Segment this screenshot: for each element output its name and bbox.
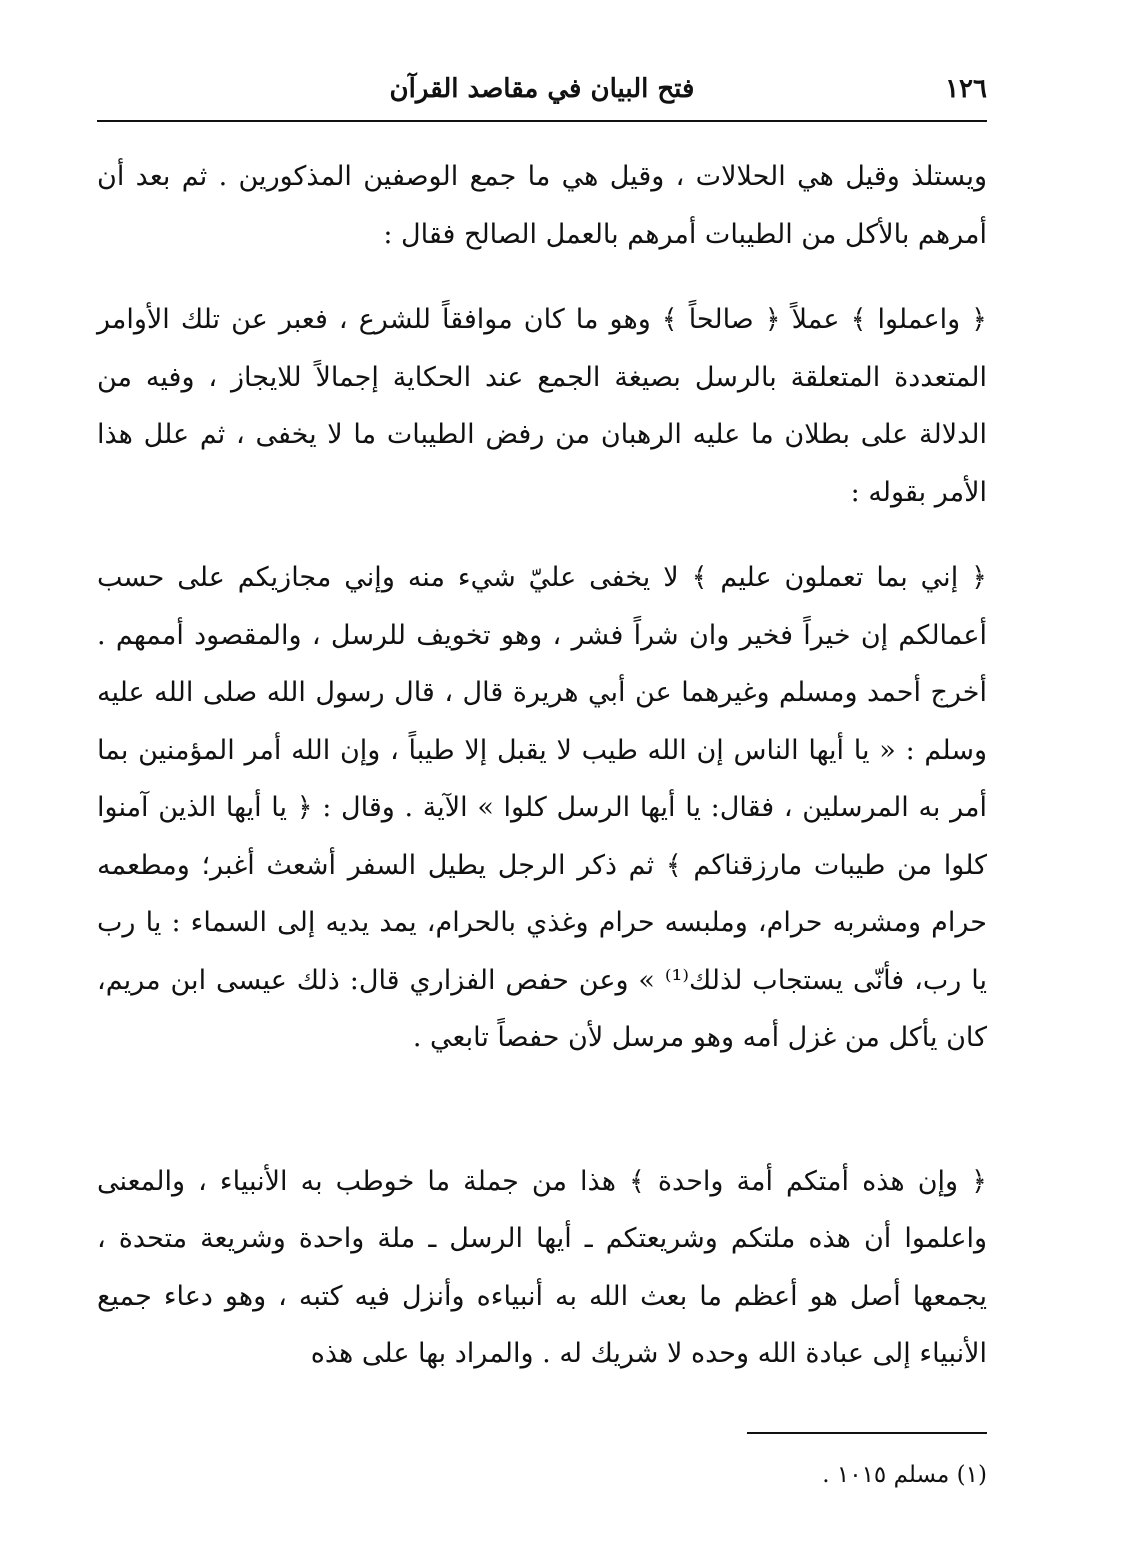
page-number: ١٢٦ [945, 74, 987, 104]
footnote: (١) مسلم ١٠١٥ . [822, 1462, 987, 1488]
paragraph-4: ﴿ وإن هذه أمتكم أمة واحدة ﴾ هذا من جملة ما خوطب به الأنبياء ، والمعنى واعلموا أن هذه ملتكم وشريعتكم ـ أيها الرسل ـ ملة واحدة وشريعة متحدة ، يجمعها أصل هو أعظم ما بعث الله به أنبياءه وأنزل فيه كتبه ، وهو دعاء جميع الأنبياء إلى عبادة الله وحده لا شريك له . والمراد بها على هذه [97, 1165, 987, 1369]
paragraph-1: ويستلذ وقيل هي الحلالات ، وقيل هي ما جمع الوصفين المذكورين . ثم بعد أن أمرهم بالأكل من الطيبات أمرهم بالعمل الصالح فقال : [97, 161, 987, 250]
running-title: فتح البيان في مقاصد القرآن [389, 74, 695, 104]
footnote-divider [747, 1432, 987, 1434]
paragraph-3: ﴿ إني بما تعملون عليم ﴾ لا يخفى عليّ شيء منه وإني مجازيكم على حسب أعمالكم إن خيراً فخير وان شراً فشر ، وهو تخويف للرسل ، والمقصود أممهم . أخرج أحمد ومسلم وغيرهما عن أبي هريرة قال ، قال رسول الله صلى الله عليه وسلم : « يا أيها الناس إن الله طيب لا يقبل إلا طيباً ، وإن الله أمر المؤمنين بما أمر به المرسلين ، فقال: يا أيها الرسل كلوا » الآية . وقال : ﴿ يا أيها الذين آمنوا كلوا من طيبات مارزقناكم ﴾ ثم ذكر الرجل يطيل السفر أشعث أغبر؛ ومطعمه حرام ومشربه حرام، وملبسه حرام وغذي بالحرام، يمد يديه إلى السماء : يا رب يا رب، فأنّى يستجاب لذلك⁽¹⁾ » وعن حفص الفزاري قال: ذلك عيسى ابن مريم، كان يأكل من غزل أمه وهو مرسل لأن حفصاً تابعي . [97, 562, 987, 1053]
paragraph-2: ﴿ واعملوا ﴾ عملاً ﴿ صالحاً ﴾ وهو ما كان موافقاً للشرع ، فعبر عن تلك الأوامر المتعددة المتعلقة بالرسل بصيغة الجمع عند الحكاية إجمالاً للايجاز ، وفيه من الدلالة على بطلان ما عليه الرهبان من رفض الطيبات ما لا يخفى ، ثم علل هذا الأمر بقوله : [97, 304, 987, 508]
page-header [97, 66, 987, 122]
header-divider [97, 120, 987, 122]
main-text [97, 148, 987, 1383]
